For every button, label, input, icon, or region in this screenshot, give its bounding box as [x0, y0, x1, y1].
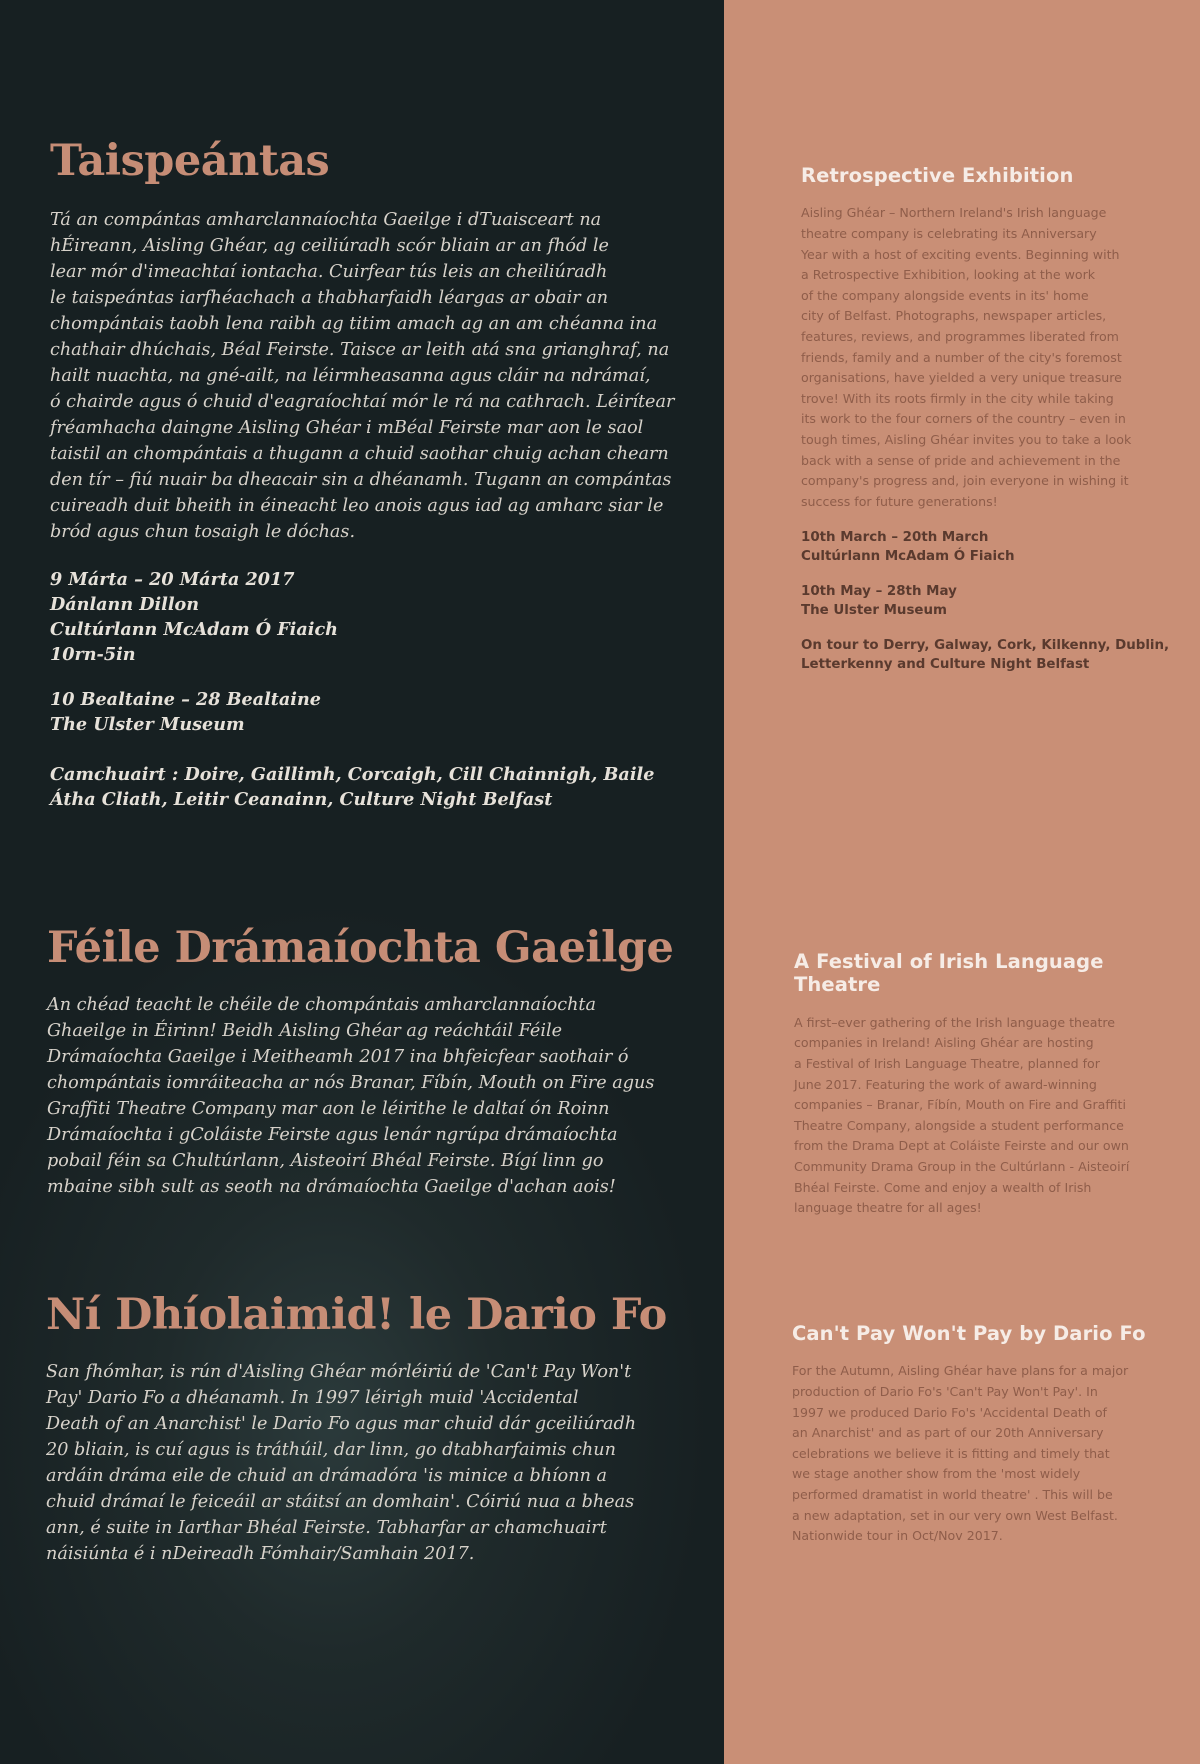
- text-line: fréamhacha daingne Aisling Ghéar i mBéal Feirste mar aon le saol: [50, 418, 644, 439]
- text-line: hÉireann, Aisling Ghéar, ag ceiliúradh scór bliain ar an fhód le: [50, 236, 609, 257]
- text-line: ardáin dráma eile de chuid an drámadóra 'is minice a bhíonn a: [46, 1466, 608, 1487]
- text-line: ann, é suite in Iarthar Bhéal Feirste. Tabharfar ar chamchuairt: [46, 1518, 607, 1539]
- text-line: Drámaíochta Gaeilge i Meitheamh 2017 ina bhfeicfear saothair ó: [47, 1047, 629, 1068]
- text-line: Pay' Dario Fo a dhéanamh. In 1997 léirigh muid 'Accidental: [46, 1388, 579, 1409]
- text-line: friends, family and a number of the city's foremost: [801, 349, 1122, 365]
- text-line: Tá an compántas amharclannaíochta Gaeilge i dTuaisceart na: [50, 210, 602, 231]
- taispeantas-dates-2: [50, 687, 710, 737]
- text-line: 10th May – 28th May: [801, 584, 957, 600]
- text-line: On tour to Derry, Galway, Cork, Kilkenny, Dublin,: [801, 638, 1170, 654]
- text-line: bród agus chun tosaigh le dóchas.: [50, 522, 356, 543]
- text-line: ó chairde agus ó chuid d'eagraíochtaí mór le rá na cathrach. Léirítear: [50, 392, 675, 413]
- text-line: back with a sense of pride and achievement in the: [801, 452, 1121, 468]
- festival-section: [794, 950, 1194, 1219]
- text-line: le taispeántas iarfhéachach a thabharfaidh léargas ar obair an: [50, 288, 609, 309]
- text-line: Camchuairt : Doire, Gaillimh, Corcaigh, Cill Chainnigh, Baile: [50, 764, 655, 786]
- text-line: an Anarchist' and as part of our 20th Anniversary: [792, 1425, 1104, 1441]
- text-line: trove! With its roots firmly in the city while taking: [801, 390, 1114, 406]
- feile-section: [47, 925, 717, 1200]
- festival-title: A Festival of Irish Language Theatre: [794, 950, 1104, 997]
- retrospective-title: Retrospective Exhibition: [801, 164, 1074, 187]
- feile-body: [47, 992, 717, 1200]
- festival-body: [794, 1013, 1194, 1219]
- text-line: theatre company is celebrating its Anniversary: [801, 225, 1097, 241]
- text-line: chompántais taobh lena raibh ag titim amach ag an am chéanna ina: [50, 314, 658, 335]
- text-line: Aisling Ghéar – Northern Ireland's Irish language: [801, 205, 1107, 221]
- text-line: company's progress and, join everyone in wishing it: [801, 473, 1129, 489]
- text-line: San fhómhar, is rún d'Aisling Ghéar mórléiriú de 'Can't Pay Won't: [46, 1362, 632, 1383]
- cantpay-section: [792, 1322, 1192, 1547]
- text-line: success for future generations!: [801, 493, 998, 509]
- text-line: celebrations we believe it is fitting and timely that: [792, 1445, 1110, 1461]
- english-panel: [724, 0, 1200, 1764]
- text-line: mbaine sibh sult as seoth na drámaíochta Gaeilge d'achan aois!: [47, 1177, 616, 1198]
- text-line: 10 Bealtaine – 28 Bealtaine: [50, 689, 321, 711]
- text-line: Year with a host of exciting events. Beginning with: [801, 246, 1120, 262]
- text-line: we stage another show from the 'most widely: [792, 1466, 1081, 1482]
- text-line: taistil an chompántais a thugann a chuid saothar chuig achan chearn: [50, 444, 669, 465]
- retrospective-dates-1: [801, 528, 1191, 566]
- text-line: chuid drámaí le feiceáil ar stáitsí an domhain'. Cóiriú nua a bheas: [46, 1492, 635, 1513]
- text-line: Cultúrlann McAdam Ó Fiaich: [801, 549, 1015, 565]
- text-line: chathair dhúchais, Béal Feirste. Taisce ar leith atá sna grianghraf, na: [50, 340, 670, 361]
- retrospective-tour: [801, 636, 1191, 674]
- text-line: a Retrospective Exhibition, looking at the work: [801, 267, 1096, 283]
- text-line: June 2017. Featuring the work of award-winning: [794, 1076, 1097, 1092]
- text-line: a new adaptation, set in our very own West Belfast.: [792, 1507, 1118, 1523]
- text-line: den tír – fiú nuair ba dheacair sin a dhéanamh. Tugann an compántas: [50, 470, 672, 491]
- text-line: The Ulster Museum: [801, 603, 947, 619]
- text-line: Theatre Company, alongside a student performance: [794, 1117, 1124, 1133]
- text-line: companies in Ireland! Aisling Ghéar are hosting: [794, 1035, 1094, 1051]
- text-line: lear mór d'imeachtaí iontacha. Cuirfear tús leis an cheiliúradh: [50, 262, 608, 283]
- text-line: Community Drama Group in the Cultúrlann - Aisteoirí: [794, 1158, 1130, 1174]
- text-line: Drámaíochta i gColáiste Feirste agus lenár ngrúpa drámaíochta: [47, 1125, 618, 1146]
- cantpay-title: Can't Pay Won't Pay by Dario Fo: [792, 1322, 1146, 1345]
- text-line: organisations, have yielded a very unique treasure: [801, 370, 1122, 386]
- text-line: its work to the four corners of the country – even in: [801, 411, 1126, 427]
- retrospective-body: [801, 203, 1191, 512]
- text-line: 1997 we produced Dario Fo's 'Accidental Death of: [792, 1404, 1107, 1420]
- text-line: Ghaeilge in Éirinn! Beidh Aisling Ghéar ag reáchtáil Féile: [47, 1021, 563, 1042]
- dario-section: [46, 1292, 716, 1567]
- text-line: chompántais iomráiteacha ar nós Branar, Fíbín, Mouth on Fire agus: [47, 1073, 655, 1094]
- text-line: a Festival of Irish Language Theatre, planned for: [794, 1055, 1100, 1071]
- text-line: Letterkenny and Culture Night Belfast: [801, 657, 1090, 673]
- feile-title: Féile Drámaíochta Gaeilge: [47, 923, 674, 973]
- text-line: Graffiti Theatre Company mar aon le léirithe le daltaí ón Roinn: [47, 1099, 610, 1120]
- text-line: cuireadh duit bheith in éineacht leo anois agus iad ag amharc siar le: [50, 496, 664, 517]
- text-line: performed dramatist in world theatre' . This will be: [792, 1486, 1113, 1502]
- text-line: city of Belfast. Photographs, newspaper articles,: [801, 308, 1107, 324]
- text-line: 10rn-5in: [50, 644, 136, 666]
- text-line: Cultúrlann McAdam Ó Fiaich: [50, 619, 338, 641]
- text-line: hailt nuachta, na gné-ailt, na léirmheasanna agus cláir na ndrámaí,: [50, 366, 651, 387]
- text-line: Bhéal Feirste. Come and enjoy a wealth of Irish: [794, 1179, 1092, 1195]
- text-line: The Ulster Museum: [50, 714, 245, 736]
- taispeantas-section: [50, 138, 710, 812]
- dario-title: Ní Dhíolaimid! le Dario Fo: [46, 1290, 667, 1340]
- text-line: from the Drama Dept at Coláiste Feirste and our own: [794, 1138, 1129, 1154]
- retrospective-dates-2: [801, 582, 1191, 620]
- text-line: Dánlann Dillon: [50, 594, 200, 616]
- text-line: 20 bliain, is cuí agus is tráthúil, dar linn, go dtabharfaimis chun: [46, 1440, 616, 1461]
- text-line: of the company alongside events in its' home: [801, 287, 1089, 303]
- text-line: Átha Cliath, Leitir Ceanainn, Culture Night Belfast: [50, 789, 553, 811]
- text-line: Death of an Anarchist' le Dario Fo agus mar chuid dár gceiliúradh: [46, 1414, 637, 1435]
- text-line: 9 Márta – 20 Márta 2017: [50, 569, 295, 591]
- taispeantas-dates-1: [50, 567, 710, 667]
- dario-body: [46, 1359, 716, 1567]
- taispeantas-title: Taispeántas: [50, 136, 330, 186]
- text-line: production of Dario Fo's 'Can't Pay Won't Pay'. In: [792, 1383, 1098, 1399]
- text-line: tough times, Aisling Ghéar invites you to take a look: [801, 431, 1132, 447]
- text-line: pobail féin sa Chultúrlann, Aisteoirí Bhéal Feirste. Bígí linn go: [47, 1151, 604, 1172]
- text-line: 10th March – 20th March: [801, 530, 989, 546]
- text-line: Nationwide tour in Oct/Nov 2017.: [792, 1528, 1003, 1544]
- text-line: companies – Branar, Fíbín, Mouth on Fire and Graffiti: [794, 1097, 1126, 1113]
- cantpay-body: [792, 1361, 1192, 1546]
- taispeantas-tour: [50, 762, 710, 812]
- text-line: A first–ever gathering of the Irish language theatre: [794, 1014, 1116, 1030]
- text-line: features, reviews, and programmes liberated from: [801, 328, 1119, 344]
- text-line: For the Autumn, Aisling Ghéar have plans for a major: [792, 1363, 1129, 1379]
- text-line: náisiúnta é i nDeireadh Fómhair/Samhain 2017.: [46, 1544, 475, 1565]
- retrospective-section: [801, 164, 1191, 674]
- text-line: language theatre for all ages!: [794, 1200, 982, 1216]
- taispeantas-body: [50, 207, 710, 545]
- text-line: An chéad teacht le chéile de chompántais amharclannaíochta: [47, 995, 596, 1016]
